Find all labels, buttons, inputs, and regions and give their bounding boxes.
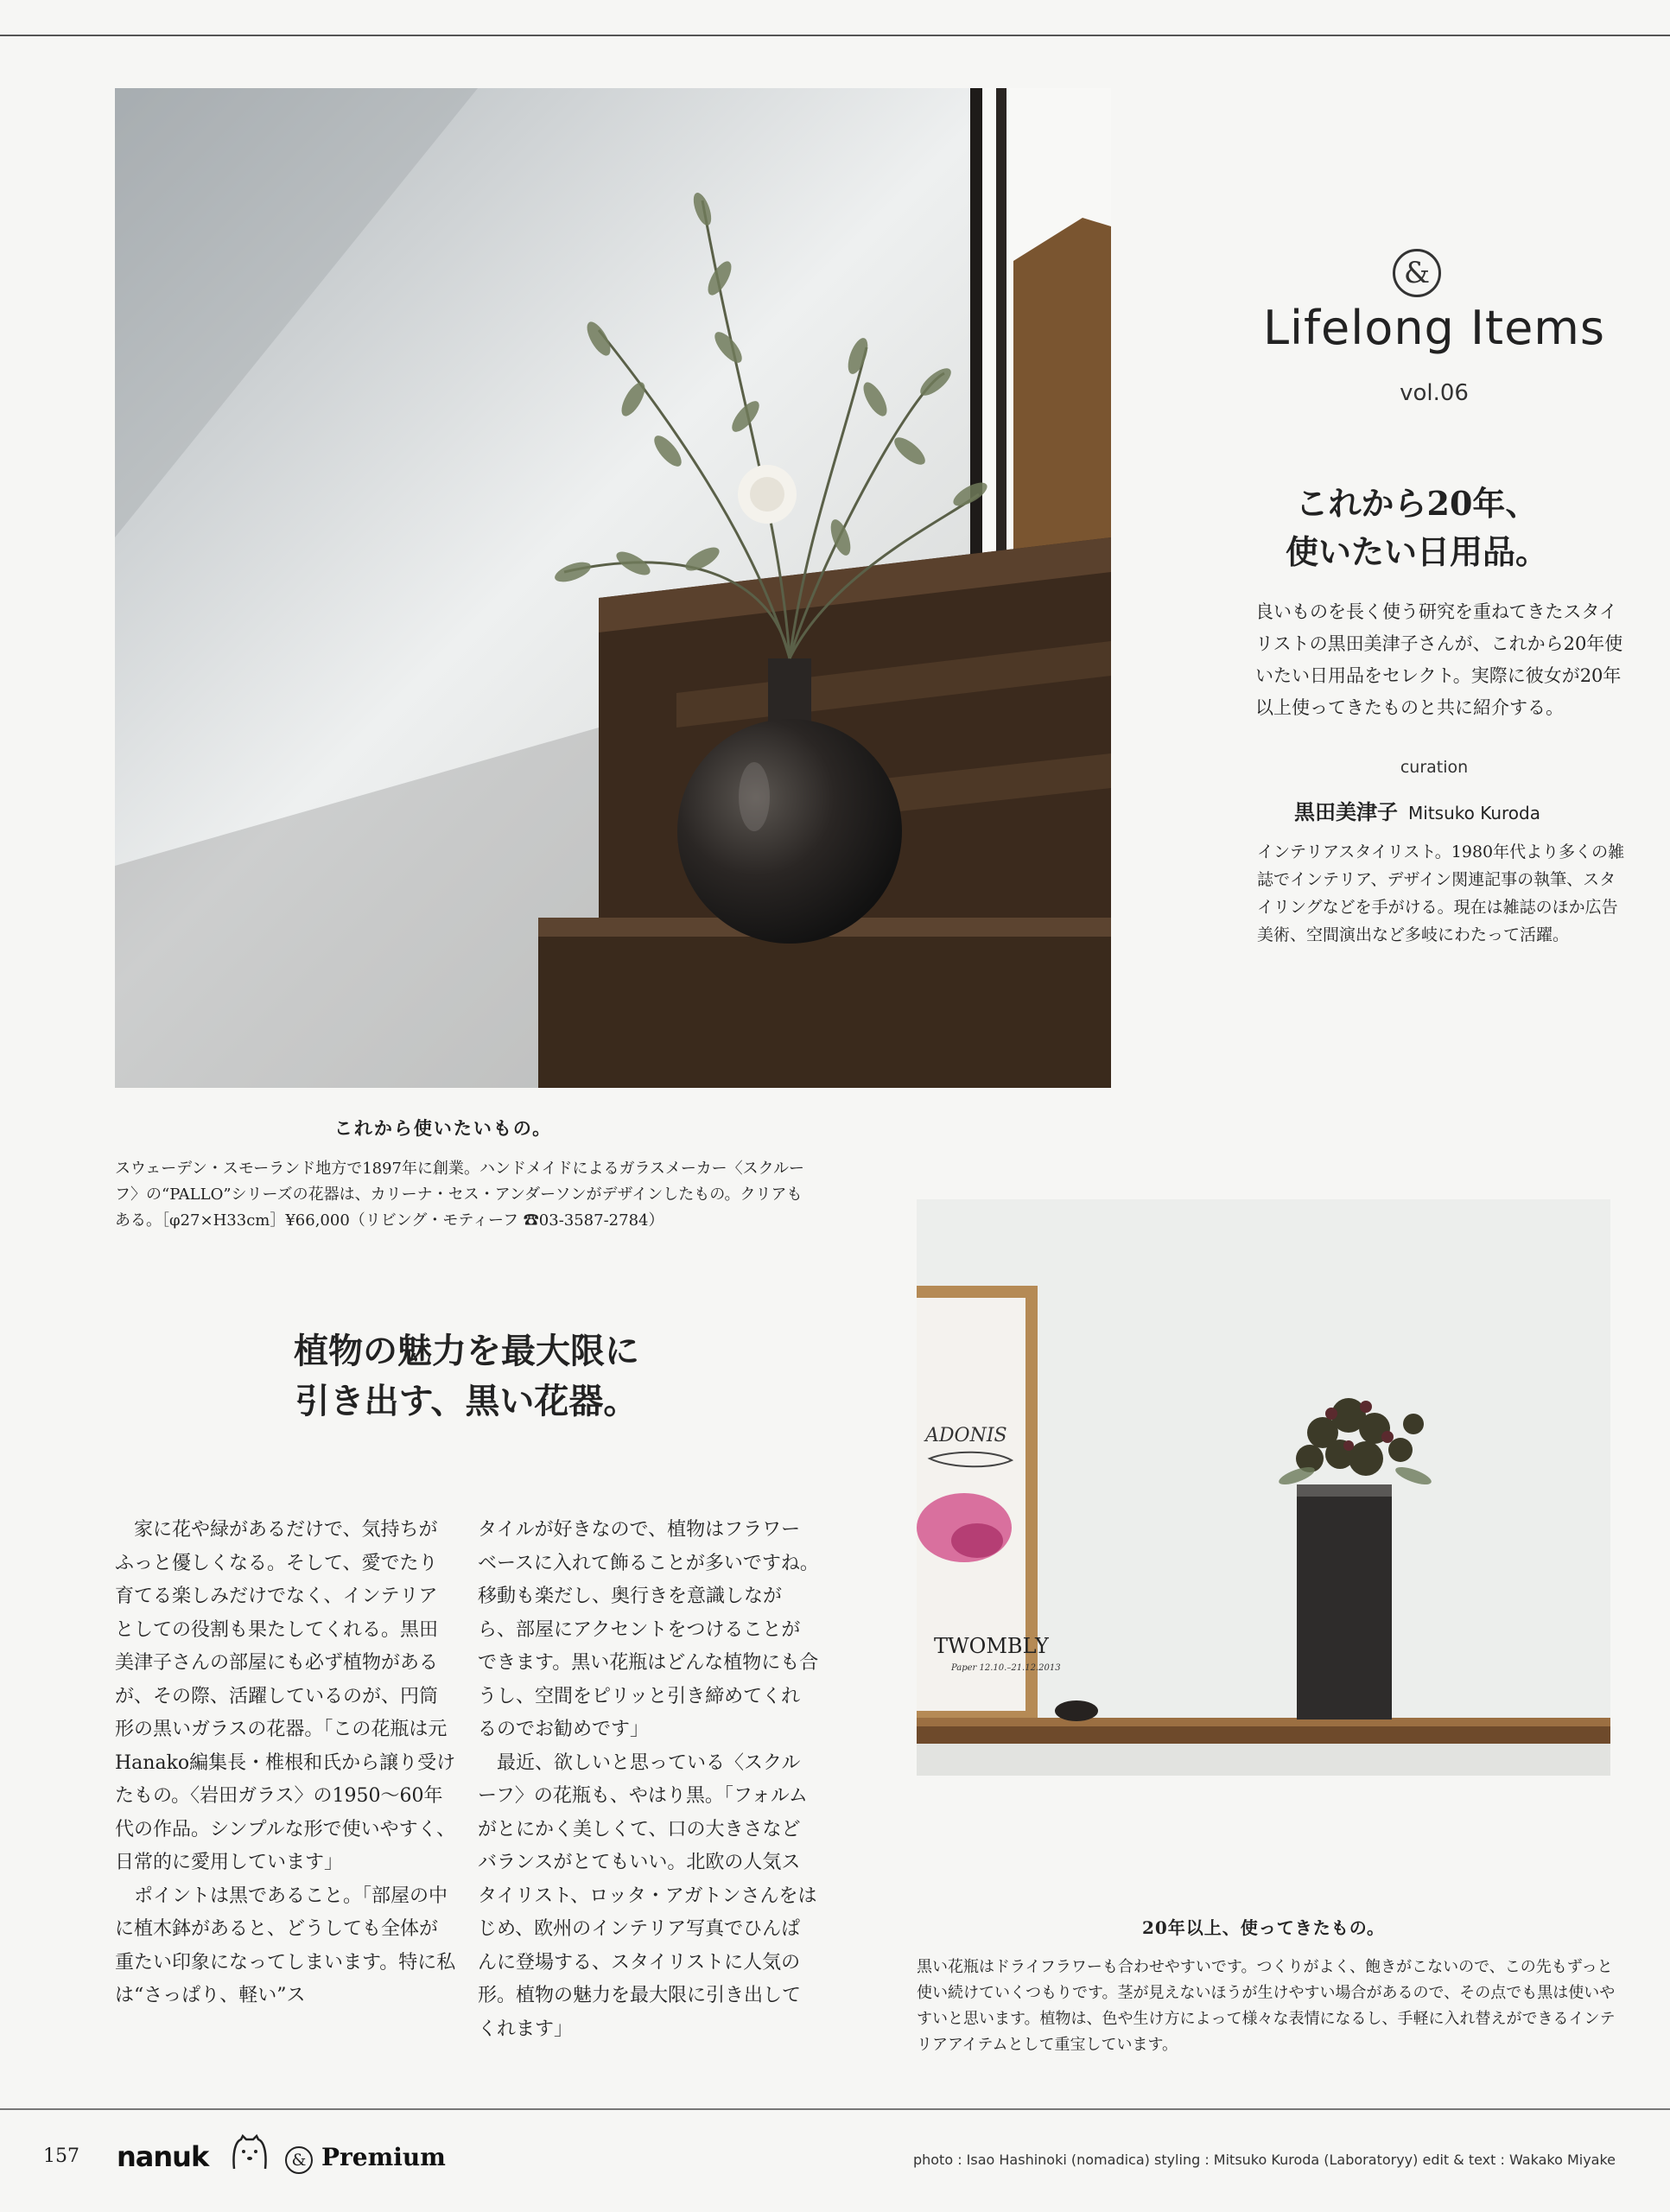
bear-icon: [229, 2134, 269, 2172]
article-headline: [199, 1326, 734, 1427]
bottom-rule: [0, 2108, 1670, 2110]
cylinder-vase-shelf-photo: [917, 1199, 1610, 1776]
premium-label: Premium: [321, 2143, 446, 2171]
headline-line-1: これから20年、: [1295, 484, 1539, 523]
poster-text-dates: Paper 12.10.–21.12.2013: [951, 1663, 1061, 1673]
caption2-title: 20年以上、使ってきたもの。: [1141, 1917, 1386, 1938]
ampersand-small-logo: &: [285, 2146, 313, 2174]
brand-nanuk: nanuk: [117, 2140, 209, 2173]
series-title: Lifelong Items: [1262, 301, 1606, 355]
photo-credits: photo : Isao Hashinoki (nomadica) styling : Mitsuko Kuroda (Laboratoryy) edit & text : Wakako Miyake: [912, 2152, 1616, 2168]
page-number: 157: [43, 2145, 79, 2167]
article-column-1: 家に花や緑があるだけで、気持ちがふっと優しくなる。そして、愛でたり育てる楽しみだけでなく、インテリアとしての役割も果たしてくれる。黒田美津子さんの部屋にも必ず植物があるが、その際、活躍しているのが、円筒形の黒いガラスの花器。「この花瓶は元Hanako編集長・椎根和氏から譲り受けたもの。〈岩田ガラス〉の1950〜60年代の作品。シンプルな形で使いやすく、日常的に愛用しています」 ポイントは黒であること。「部屋の中に植木鉢があると、どうしても全体が重たい印象になってしまいます。特に私は“さっぱり、軽い”ス: [115, 1519, 456, 2006]
vase-photo-illustration: [115, 88, 1111, 1088]
curator-name-ja: 黒田美津子: [1294, 799, 1398, 824]
poster-text-adonis: ADONIS: [925, 1425, 1007, 1446]
volume-label: vol.06: [1400, 380, 1469, 406]
lead-text: 良いものを長く使う研究を重ねてきたスタイリストの黒田美津子さんが、これから20年使いたい日用品をセレクト。実際に彼女が20年以上使ってきたものと共に紹介する。: [1255, 601, 1623, 718]
article-column-2: タイルが好きなので、植物はフラワーベースに入れて飾ることが多いですね。移動も楽だし、奥行きを意識しながら、部屋にアクセントをつけることができます。黒い花瓶はどんな植物にも合うし、空間をピリッと引き締めてくれるのでお勧めです」 最近、欲しいと思っている〈スクルーフ〉の花瓶も、やはり黒。「フォルムがとにかく美しくて、口の大きさなどバランスがとてもいい。北欧の人気スタイリスト、ロッタ・アガトンさんをはじめ、欧州のインテリア写真でひんぱんに登場する、スタイリストに人気の形。植物の魅力を最大限に引き出してくれます」: [478, 1519, 819, 2040]
page-headline: [1227, 480, 1607, 576]
caption2-text: 黒い花瓶はドライフラワーも合わせやすいです。つくりがよく、飽きがこないので、この先もずっと使い続けていくつもりです。茎が見えないほうが生けやすい場合があるので、その点でも黒は使いやすいと思います。植物は、色や生け方によって様々な表情になるし、手軽に入れ替えができるインテリアアイテムとして重宝しています。: [917, 1958, 1616, 2054]
curation-label: curation: [1400, 758, 1469, 777]
curator-name-en: Mitsuko Kuroda: [1408, 803, 1540, 823]
shelf-photo-illustration: [917, 1199, 1610, 1776]
curator-bio: インテリアスタイリスト。1980年代より多くの雑誌でインテリア、デザイン関連記事の執筆、スタイリングなどを手がける。現在は雑誌のほか広告美術、空間演出など多岐にわたって活躍。: [1257, 842, 1625, 944]
poster-text-twombly: TWOMBLY: [934, 1634, 1049, 1658]
article-headline-line-1: 植物の魅力を最大限に: [294, 1331, 639, 1371]
article-headline-line-2: 引き出す、黒い花器。: [295, 1381, 638, 1421]
caption1-text: スウェーデン・スモーランド地方で1897年に創業。ハンドメイドによるガラスメーカー〈スクルーフ〉の“PALLO”シリーズの花器は、カリーナ・セス・アンダーソンがデザインしたもの。クリアもある。［φ27×H33cm］¥66,000（リビング・モティーフ ☎03-3587-2784）: [115, 1160, 805, 1230]
headline-line-2: 使いたい日用品。: [1285, 532, 1548, 571]
ampersand-logo: &: [1393, 249, 1441, 297]
curator-name: [1294, 795, 1640, 825]
caption1-title: これから使いたいもの。: [333, 1117, 553, 1139]
black-glass-vase-photo: [115, 88, 1111, 1088]
top-rule: [0, 35, 1670, 36]
